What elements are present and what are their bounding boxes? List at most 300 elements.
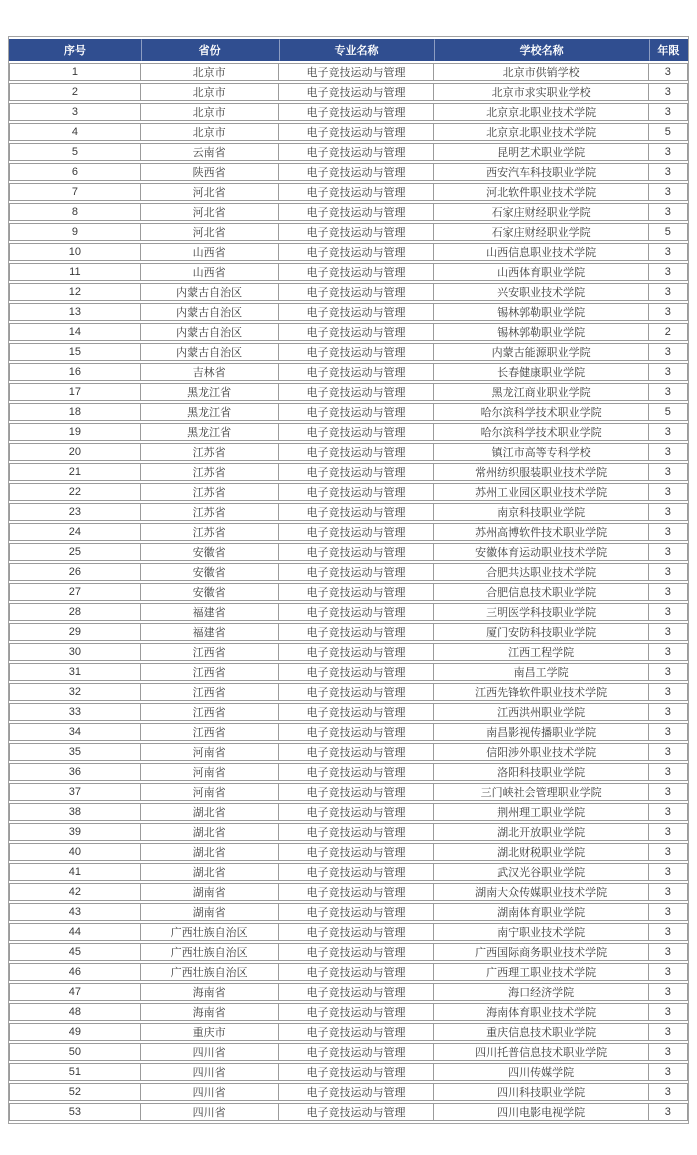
cell-province: 黑龙江省 (141, 423, 279, 441)
cell-province: 广西壮族自治区 (141, 943, 279, 961)
cell-province: 北京市 (141, 83, 279, 101)
cell-years: 3 (649, 443, 688, 461)
cell-province: 河南省 (141, 743, 279, 761)
cell-province: 江苏省 (141, 463, 279, 481)
cell-index: 8 (9, 203, 141, 221)
cell-school: 西安汽车科技职业学院 (434, 163, 648, 181)
cell-major: 电子竞技运动与管理 (279, 683, 435, 701)
cell-province: 重庆市 (141, 1023, 279, 1041)
cell-years: 3 (649, 503, 688, 521)
cell-major: 电子竞技运动与管理 (279, 423, 435, 441)
cell-school: 石家庄财经职业学院 (434, 223, 648, 241)
cell-school: 厦门安防科技职业学院 (434, 623, 648, 641)
cell-years: 3 (649, 723, 688, 741)
cell-years: 3 (649, 283, 688, 301)
table-row (9, 663, 688, 681)
cell-index: 25 (9, 543, 141, 561)
cell-index: 10 (9, 243, 141, 261)
cell-province: 黑龙江省 (141, 403, 279, 421)
cell-school: 内蒙古能源职业学院 (434, 343, 648, 361)
cell-index: 15 (9, 343, 141, 361)
cell-index: 38 (9, 803, 141, 821)
cell-major: 电子竞技运动与管理 (279, 923, 435, 941)
table-row (9, 763, 688, 781)
cell-years: 3 (649, 303, 688, 321)
school-major-table (8, 36, 689, 1124)
cell-index: 29 (9, 623, 141, 641)
cell-years: 3 (649, 363, 688, 381)
cell-major: 电子竞技运动与管理 (279, 883, 435, 901)
cell-index: 31 (9, 663, 141, 681)
cell-major: 电子竞技运动与管理 (279, 323, 435, 341)
table-row (9, 1063, 688, 1081)
table-row (9, 1023, 688, 1041)
cell-index: 28 (9, 603, 141, 621)
cell-province: 河北省 (141, 183, 279, 201)
cell-province: 安徽省 (141, 583, 279, 601)
cell-years: 3 (649, 883, 688, 901)
cell-province: 陕西省 (141, 163, 279, 181)
cell-major: 电子竞技运动与管理 (279, 863, 435, 881)
cell-years: 3 (649, 843, 688, 861)
cell-years: 2 (649, 323, 688, 341)
school-table-container (8, 36, 689, 1124)
cell-school: 荆州理工职业学院 (434, 803, 648, 821)
cell-index: 2 (9, 83, 141, 101)
cell-school: 河北软件职业技术学院 (434, 183, 648, 201)
table-row (9, 943, 688, 961)
table-row (9, 283, 688, 301)
cell-index: 42 (9, 883, 141, 901)
cell-major: 电子竞技运动与管理 (279, 283, 435, 301)
cell-index: 33 (9, 703, 141, 721)
cell-school: 镇江市高等专科学校 (434, 443, 648, 461)
column-header-major: 专业名称 (279, 39, 435, 61)
cell-index: 45 (9, 943, 141, 961)
cell-province: 江西省 (141, 723, 279, 741)
cell-school: 山西信息职业技术学院 (434, 243, 648, 261)
table-row (9, 63, 688, 81)
cell-years: 3 (649, 1063, 688, 1081)
cell-major: 电子竞技运动与管理 (279, 603, 435, 621)
cell-school: 湖北开放职业学院 (434, 823, 648, 841)
cell-major: 电子竞技运动与管理 (279, 63, 435, 81)
cell-years: 3 (649, 823, 688, 841)
cell-school: 南昌影视传播职业学院 (434, 723, 648, 741)
cell-years: 3 (649, 463, 688, 481)
cell-province: 海南省 (141, 983, 279, 1001)
table-row (9, 443, 688, 461)
table-row (9, 223, 688, 241)
cell-major: 电子竞技运动与管理 (279, 243, 435, 261)
cell-years: 3 (649, 783, 688, 801)
cell-major: 电子竞技运动与管理 (279, 703, 435, 721)
cell-province: 江苏省 (141, 483, 279, 501)
cell-province: 河南省 (141, 763, 279, 781)
cell-index: 14 (9, 323, 141, 341)
cell-major: 电子竞技运动与管理 (279, 743, 435, 761)
cell-years: 3 (649, 663, 688, 681)
cell-school: 安徽体育运动职业技术学院 (434, 543, 648, 561)
table-row (9, 903, 688, 921)
cell-years: 3 (649, 203, 688, 221)
cell-major: 电子竞技运动与管理 (279, 643, 435, 661)
cell-school: 北京京北职业技术学院 (434, 103, 648, 121)
table-row (9, 1043, 688, 1061)
cell-years: 3 (649, 1083, 688, 1101)
table-row (9, 923, 688, 941)
cell-province: 吉林省 (141, 363, 279, 381)
table-row (9, 843, 688, 861)
cell-school: 北京市供销学校 (434, 63, 648, 81)
cell-major: 电子竞技运动与管理 (279, 1003, 435, 1021)
cell-major: 电子竞技运动与管理 (279, 663, 435, 681)
cell-school: 江西工程学院 (434, 643, 648, 661)
cell-province: 内蒙古自治区 (141, 283, 279, 301)
cell-school: 常州纺织服装职业技术学院 (434, 463, 648, 481)
cell-school: 苏州工业园区职业技术学院 (434, 483, 648, 501)
cell-years: 3 (649, 603, 688, 621)
cell-index: 47 (9, 983, 141, 1001)
cell-province: 福建省 (141, 603, 279, 621)
cell-province: 黑龙江省 (141, 383, 279, 401)
table-row (9, 723, 688, 741)
cell-province: 河北省 (141, 223, 279, 241)
cell-years: 3 (649, 183, 688, 201)
table-row (9, 363, 688, 381)
table-row (9, 183, 688, 201)
cell-province: 四川省 (141, 1103, 279, 1121)
cell-major: 电子竞技运动与管理 (279, 983, 435, 1001)
cell-years: 5 (649, 223, 688, 241)
cell-school: 湖南体育职业学院 (434, 903, 648, 921)
cell-province: 海南省 (141, 1003, 279, 1021)
cell-major: 电子竞技运动与管理 (279, 483, 435, 501)
cell-index: 46 (9, 963, 141, 981)
cell-index: 16 (9, 363, 141, 381)
table-row (9, 103, 688, 121)
table-row (9, 303, 688, 321)
cell-school: 北京市求实职业学校 (434, 83, 648, 101)
cell-index: 30 (9, 643, 141, 661)
cell-years: 3 (649, 343, 688, 361)
cell-school: 江西洪州职业学院 (434, 703, 648, 721)
cell-school: 广西国际商务职业技术学院 (434, 943, 648, 961)
cell-index: 4 (9, 123, 141, 141)
cell-major: 电子竞技运动与管理 (279, 803, 435, 821)
cell-province: 湖北省 (141, 803, 279, 821)
cell-years: 3 (649, 623, 688, 641)
cell-province: 江苏省 (141, 503, 279, 521)
table-row (9, 563, 688, 581)
table-row (9, 603, 688, 621)
cell-school: 锡林郭勒职业学院 (434, 303, 648, 321)
cell-major: 电子竞技运动与管理 (279, 263, 435, 281)
cell-years: 3 (649, 943, 688, 961)
cell-major: 电子竞技运动与管理 (279, 443, 435, 461)
cell-years: 3 (649, 563, 688, 581)
cell-index: 53 (9, 1103, 141, 1121)
cell-school: 山西体育职业学院 (434, 263, 648, 281)
cell-years: 3 (649, 1103, 688, 1121)
cell-school: 武汉光谷职业学院 (434, 863, 648, 881)
cell-province: 北京市 (141, 103, 279, 121)
cell-major: 电子竞技运动与管理 (279, 583, 435, 601)
cell-years: 3 (649, 683, 688, 701)
table-row (9, 583, 688, 601)
cell-years: 3 (649, 543, 688, 561)
cell-years: 3 (649, 1043, 688, 1061)
cell-years: 3 (649, 383, 688, 401)
cell-major: 电子竞技运动与管理 (279, 823, 435, 841)
cell-index: 1 (9, 63, 141, 81)
cell-school: 海南体育职业技术学院 (434, 1003, 648, 1021)
cell-index: 9 (9, 223, 141, 241)
cell-province: 四川省 (141, 1083, 279, 1101)
cell-years: 3 (649, 423, 688, 441)
cell-major: 电子竞技运动与管理 (279, 103, 435, 121)
cell-major: 电子竞技运动与管理 (279, 963, 435, 981)
cell-major: 电子竞技运动与管理 (279, 363, 435, 381)
table-row (9, 803, 688, 821)
cell-province: 北京市 (141, 63, 279, 81)
table-row (9, 423, 688, 441)
cell-province: 内蒙古自治区 (141, 343, 279, 361)
cell-major: 电子竞技运动与管理 (279, 1083, 435, 1101)
cell-province: 福建省 (141, 623, 279, 641)
cell-index: 50 (9, 1043, 141, 1061)
table-row (9, 983, 688, 1001)
table-header (9, 39, 688, 61)
cell-years: 3 (649, 103, 688, 121)
cell-index: 37 (9, 783, 141, 801)
cell-years: 3 (649, 143, 688, 161)
cell-index: 20 (9, 443, 141, 461)
cell-index: 26 (9, 563, 141, 581)
cell-school: 三门峡社会管理职业学院 (434, 783, 648, 801)
cell-province: 湖北省 (141, 863, 279, 881)
cell-index: 22 (9, 483, 141, 501)
cell-school: 石家庄财经职业学院 (434, 203, 648, 221)
cell-province: 山西省 (141, 243, 279, 261)
column-header-index: 序号 (9, 39, 141, 61)
cell-index: 35 (9, 743, 141, 761)
cell-province: 安徽省 (141, 563, 279, 581)
cell-major: 电子竞技运动与管理 (279, 523, 435, 541)
table-row (9, 343, 688, 361)
cell-major: 电子竞技运动与管理 (279, 163, 435, 181)
cell-province: 湖南省 (141, 903, 279, 921)
cell-province: 四川省 (141, 1043, 279, 1061)
cell-index: 7 (9, 183, 141, 201)
cell-index: 12 (9, 283, 141, 301)
table-row (9, 483, 688, 501)
cell-major: 电子竞技运动与管理 (279, 383, 435, 401)
cell-index: 48 (9, 1003, 141, 1021)
cell-province: 安徽省 (141, 543, 279, 561)
cell-province: 江西省 (141, 683, 279, 701)
cell-index: 11 (9, 263, 141, 281)
cell-school: 四川传媒学院 (434, 1063, 648, 1081)
cell-school: 海口经济学院 (434, 983, 648, 1001)
column-header-school: 学校名称 (434, 39, 648, 61)
cell-major: 电子竞技运动与管理 (279, 203, 435, 221)
cell-school: 洛阳科技职业学院 (434, 763, 648, 781)
cell-school: 黑龙江商业职业学院 (434, 383, 648, 401)
cell-years: 3 (649, 803, 688, 821)
cell-years: 3 (649, 863, 688, 881)
cell-major: 电子竞技运动与管理 (279, 123, 435, 141)
cell-years: 3 (649, 263, 688, 281)
cell-index: 36 (9, 763, 141, 781)
cell-school: 北京京北职业技术学院 (434, 123, 648, 141)
table-row (9, 143, 688, 161)
cell-school: 哈尔滨科学技术职业学院 (434, 423, 648, 441)
cell-province: 江西省 (141, 643, 279, 661)
cell-major: 电子竞技运动与管理 (279, 143, 435, 161)
column-header-years: 年限 (649, 39, 688, 61)
cell-province: 河北省 (141, 203, 279, 221)
cell-school: 合肥共达职业技术学院 (434, 563, 648, 581)
cell-years: 3 (649, 703, 688, 721)
table-row (9, 463, 688, 481)
cell-index: 18 (9, 403, 141, 421)
cell-province: 江苏省 (141, 443, 279, 461)
cell-province: 广西壮族自治区 (141, 963, 279, 981)
cell-major: 电子竞技运动与管理 (279, 1063, 435, 1081)
table-body (9, 63, 688, 1121)
table-row (9, 743, 688, 761)
cell-years: 3 (649, 63, 688, 81)
cell-years: 3 (649, 583, 688, 601)
table-row (9, 83, 688, 101)
cell-years: 3 (649, 483, 688, 501)
cell-index: 19 (9, 423, 141, 441)
table-row (9, 783, 688, 801)
cell-major: 电子竞技运动与管理 (279, 763, 435, 781)
cell-school: 湖南大众传媒职业技术学院 (434, 883, 648, 901)
cell-province: 湖南省 (141, 883, 279, 901)
cell-years: 3 (649, 1003, 688, 1021)
cell-index: 23 (9, 503, 141, 521)
cell-index: 41 (9, 863, 141, 881)
cell-province: 四川省 (141, 1063, 279, 1081)
cell-major: 电子竞技运动与管理 (279, 543, 435, 561)
cell-years: 3 (649, 963, 688, 981)
cell-province: 江苏省 (141, 523, 279, 541)
cell-index: 43 (9, 903, 141, 921)
table-row (9, 1003, 688, 1021)
cell-province: 湖北省 (141, 823, 279, 841)
cell-years: 3 (649, 523, 688, 541)
cell-school: 湖北财税职业学院 (434, 843, 648, 861)
cell-major: 电子竞技运动与管理 (279, 783, 435, 801)
cell-province: 山西省 (141, 263, 279, 281)
cell-province: 内蒙古自治区 (141, 303, 279, 321)
cell-major: 电子竞技运动与管理 (279, 343, 435, 361)
cell-school: 信阳涉外职业技术学院 (434, 743, 648, 761)
cell-school: 广西理工职业技术学院 (434, 963, 648, 981)
cell-years: 3 (649, 243, 688, 261)
cell-years: 3 (649, 903, 688, 921)
cell-province: 北京市 (141, 123, 279, 141)
cell-major: 电子竞技运动与管理 (279, 1103, 435, 1121)
table-row (9, 123, 688, 141)
cell-province: 湖北省 (141, 843, 279, 861)
cell-years: 5 (649, 123, 688, 141)
table-row (9, 823, 688, 841)
table-row (9, 1083, 688, 1101)
table-row (9, 383, 688, 401)
cell-major: 电子竞技运动与管理 (279, 503, 435, 521)
cell-index: 44 (9, 923, 141, 941)
cell-school: 四川科技职业学院 (434, 1083, 648, 1101)
cell-school: 南宁职业技术学院 (434, 923, 648, 941)
cell-school: 重庆信息技术职业学院 (434, 1023, 648, 1041)
cell-major: 电子竞技运动与管理 (279, 843, 435, 861)
cell-major: 电子竞技运动与管理 (279, 943, 435, 961)
table-row (9, 503, 688, 521)
cell-major: 电子竞技运动与管理 (279, 83, 435, 101)
header-row (9, 39, 688, 61)
table-row (9, 863, 688, 881)
cell-index: 24 (9, 523, 141, 541)
table-row (9, 243, 688, 261)
table-row (9, 203, 688, 221)
cell-province: 广西壮族自治区 (141, 923, 279, 941)
cell-index: 5 (9, 143, 141, 161)
cell-major: 电子竞技运动与管理 (279, 623, 435, 641)
cell-school: 兴安职业技术学院 (434, 283, 648, 301)
cell-index: 40 (9, 843, 141, 861)
table-row (9, 1103, 688, 1121)
table-row (9, 883, 688, 901)
cell-years: 3 (649, 763, 688, 781)
cell-major: 电子竞技运动与管理 (279, 1023, 435, 1041)
cell-school: 三明医学科技职业学院 (434, 603, 648, 621)
cell-major: 电子竞技运动与管理 (279, 563, 435, 581)
table-row (9, 403, 688, 421)
table-row (9, 703, 688, 721)
cell-years: 3 (649, 163, 688, 181)
cell-school: 昆明艺术职业学院 (434, 143, 648, 161)
cell-index: 34 (9, 723, 141, 741)
cell-major: 电子竞技运动与管理 (279, 183, 435, 201)
cell-school: 锡林郭勒职业学院 (434, 323, 648, 341)
cell-index: 17 (9, 383, 141, 401)
cell-school: 南昌工学院 (434, 663, 648, 681)
cell-province: 内蒙古自治区 (141, 323, 279, 341)
cell-years: 3 (649, 1023, 688, 1041)
table-row (9, 623, 688, 641)
cell-major: 电子竞技运动与管理 (279, 403, 435, 421)
table-row (9, 963, 688, 981)
cell-index: 32 (9, 683, 141, 701)
table-row (9, 523, 688, 541)
cell-province: 江西省 (141, 703, 279, 721)
cell-index: 27 (9, 583, 141, 601)
cell-school: 哈尔滨科学技术职业学院 (434, 403, 648, 421)
cell-school: 合肥信息技术职业学院 (434, 583, 648, 601)
cell-index: 13 (9, 303, 141, 321)
cell-major: 电子竞技运动与管理 (279, 1043, 435, 1061)
cell-major: 电子竞技运动与管理 (279, 463, 435, 481)
cell-index: 49 (9, 1023, 141, 1041)
cell-province: 河南省 (141, 783, 279, 801)
cell-major: 电子竞技运动与管理 (279, 723, 435, 741)
cell-school: 南京科技职业学院 (434, 503, 648, 521)
table-row (9, 543, 688, 561)
